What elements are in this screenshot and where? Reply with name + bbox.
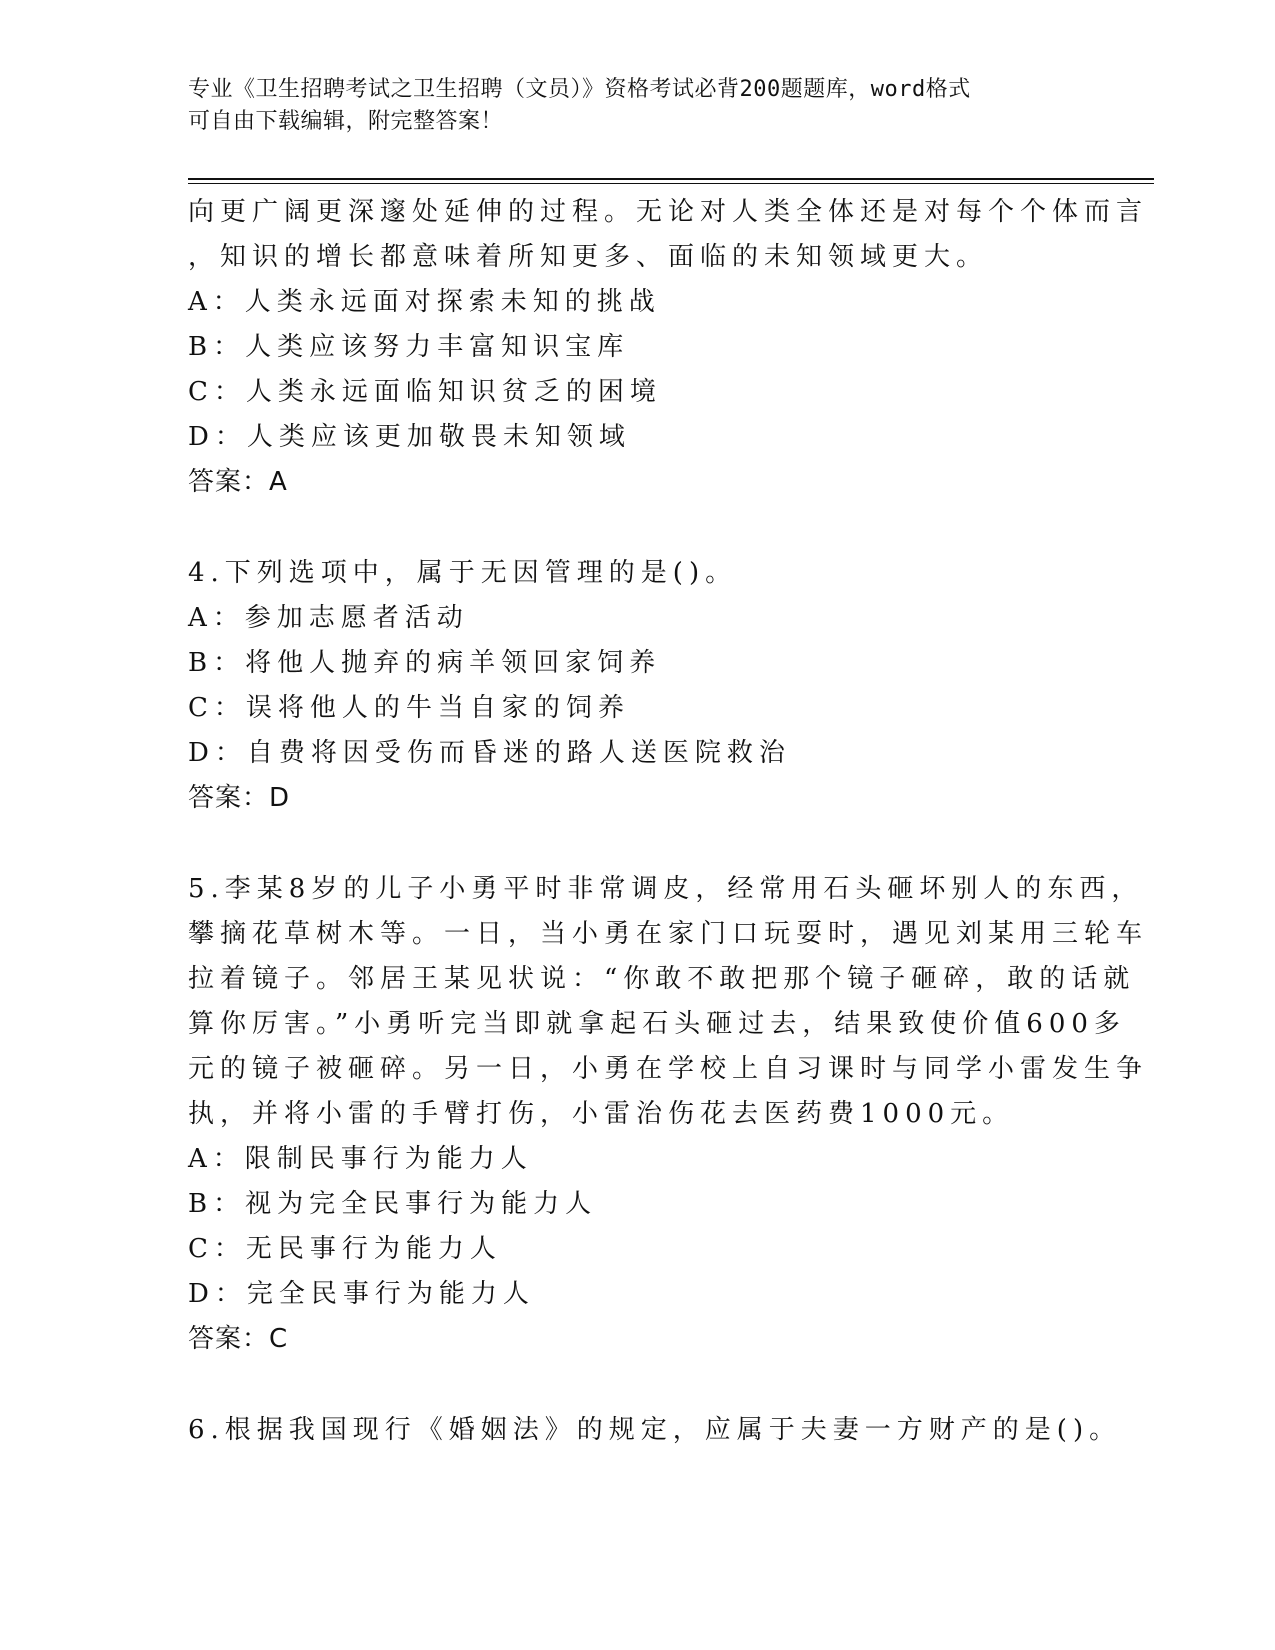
question-5-answer: 答案：C [188,1324,289,1354]
question-5-option-c: C：无民事行为能力人 [188,1234,502,1264]
question-5-option-a: A：限制民事行为能力人 [188,1144,533,1174]
header-rule-thin [188,183,1154,184]
question-3-continued [188,190,1149,505]
document-header [188,74,1068,138]
header-line-1: 专业《卫生招聘考试之卫生招聘（文员）》资格考试必背200题题库，word格式 [188,77,971,102]
question-4-option-d: D：自费将因受伤而昏迷的路人送医院救治 [188,738,791,768]
question-4-answer: 答案：D [188,783,291,813]
question-3-option-a: A：人类永远面对探索未知的挑战 [188,287,661,317]
question-4-option-b: B：将他人抛弃的病羊领回家饲养 [188,648,662,678]
question-4-stem: 4.下列选项中，属于无因管理的是()。 [188,558,738,588]
document-body [188,190,1149,1453]
question-5 [188,867,1149,1362]
question-5-option-b: B：视为完全民事行为能力人 [188,1189,598,1219]
question-4-option-c: C：误将他人的牛当自家的饲养 [188,693,630,723]
question-6-stem: 6.根据我国现行《婚姻法》的规定，应属于夫妻一方财产的是()。 [188,1415,1122,1445]
question-5-stem-line-5: 元的镜子被砸碎。另一日，小勇在学校上自习课时与同学小雷发生争 [188,1054,1149,1084]
spacer [188,821,1068,867]
spacer [188,505,1068,551]
question-5-stem-line-3: 拉着镜子。邻居王某见状说：“你敢不敢把那个镜子砸碎，敢的话就 [188,964,1136,994]
question-5-stem-line-2: 攀摘花草树木等。一日，当小勇在家门口玩耍时，遇见刘某用三轮车 [188,919,1149,949]
question-6 [188,1408,1122,1453]
question-3-answer: 答案：A [188,467,288,497]
header-rule-thick [188,178,1154,180]
question-4 [188,551,1068,821]
question-5-stem-line-6: 执，并将小雷的手臂打伤，小雷治伤花去医药费1000元。 [188,1099,1015,1129]
question-3-text-line-2: ，知识的增长都意味着所知更多、面临的未知领域更大。 [188,242,989,272]
question-3-text-line-1: 向更广阔更深邃处延伸的过程。无论对人类全体还是对每个个体而言 [188,197,1149,227]
spacer [188,1362,1068,1408]
header-line-2: 可自由下载编辑，附完整答案！ [188,109,504,134]
question-5-stem-line-1: 5.李某8岁的儿子小勇平时非常调皮，经常用石头砸坏别人的东西， [188,874,1144,904]
question-5-option-d: D：完全民事行为能力人 [188,1279,535,1309]
question-3-option-c: C：人类永远面临知识贫乏的困境 [188,377,662,407]
question-5-stem-line-4: 算你厉害。”小勇听完当即就拿起石头砸过去，结果致使价值600多 [188,1009,1126,1039]
question-4-option-a: A：参加志愿者活动 [188,603,469,633]
question-3-option-b: B：人类应该努力丰富知识宝库 [188,332,630,362]
question-3-option-d: D：人类应该更加敬畏未知领域 [188,422,631,452]
